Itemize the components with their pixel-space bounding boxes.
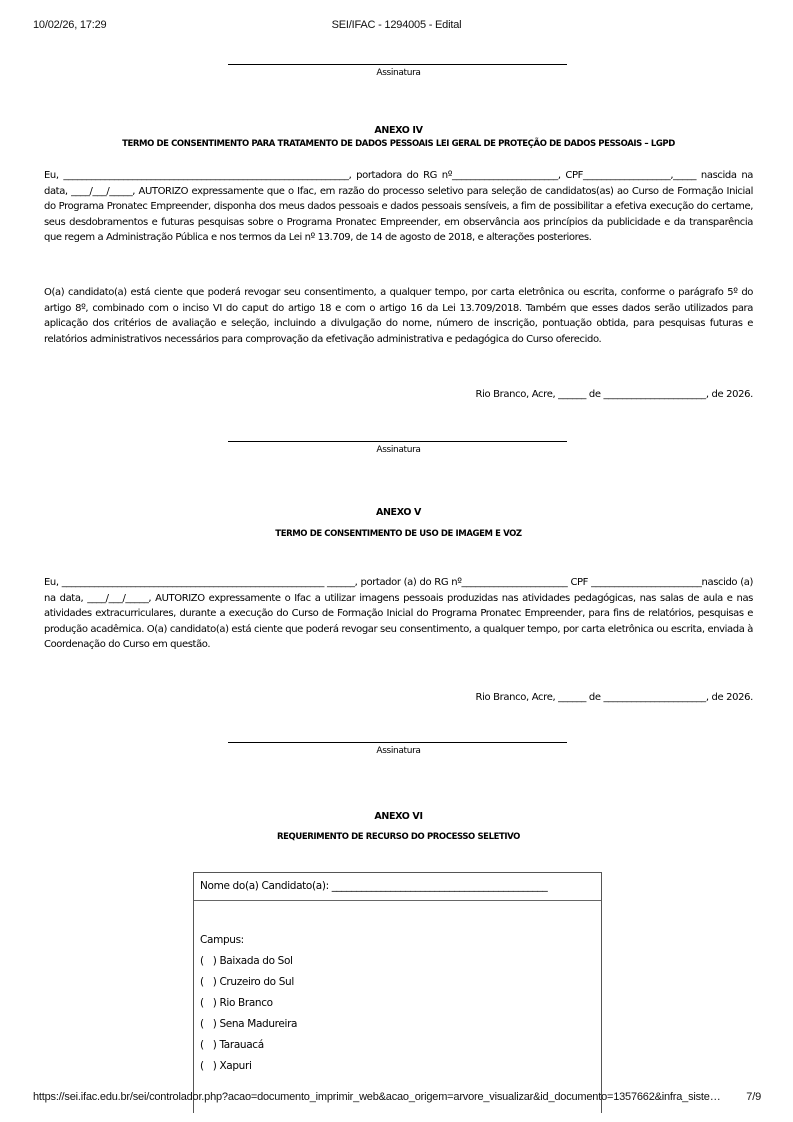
- campus-option-baixada-do-sol[interactable]: ( ) Baixada do Sol: [200, 955, 293, 967]
- page-number: 7/9: [746, 1091, 761, 1103]
- anexo-iv-date-line: Rio Branco, Acre, ______ de ______________________, de 2026.: [475, 389, 753, 400]
- campus-label: Campus:: [200, 934, 244, 946]
- anexo-iv-signature-line: [228, 441, 567, 442]
- anexo-v-signature-line: [228, 742, 567, 743]
- print-header: [0, 19, 793, 33]
- anexo-iv-paragraph-1: Eu, ______________________________________________________________, portadora do RG nº_______________________, CPF___________________,_____ nascida na data, ____/___/_____, AUTORIZO expressamente que o Ifac, em razão do processo seletivo para seleção de candidatos(as) ao Curso de Formação Inicial do Programa Pronatec Empreender, disponha dos meus dados pessoais e dados pessoais sensíveis, a fim de possibilitar a efetiva execução do certame, seus desdobramentos e futuras pesquisas sobre o Programa Pronatec Empreender, em observância aos princípios da publicidade e da transparência que regem a Administração Pública e nos termos da Lei nº 13.709, de 14 de agosto de 2018, e alterações posteriores.: [44, 170, 753, 244]
- campus-option-sena-madureira[interactable]: ( ) Sena Madureira: [200, 1018, 298, 1030]
- campus-option-tarauaca[interactable]: ( ) Tarauacá: [200, 1039, 264, 1051]
- campus-option-rio-branco[interactable]: ( ) Rio Branco: [200, 997, 273, 1009]
- print-title: SEI/IFAC - 1294005 - Edital: [331, 19, 462, 31]
- campus-option-xapuri[interactable]: ( ) Xapuri: [200, 1060, 252, 1072]
- signature-label-top: Assinatura: [376, 68, 421, 78]
- anexo-v-subheading: TERMO DE CONSENTIMENTO DE USO DE IMAGEM E VOZ: [275, 529, 522, 539]
- campus-option-cruzeiro-do-sul[interactable]: ( ) Cruzeiro do Sul: [200, 976, 294, 988]
- recurso-form-box: [193, 872, 602, 1113]
- print-footer: [0, 1091, 793, 1105]
- print-url: https://sei.ifac.edu.br/sei/controlador.php?acao=documento_imprimir_web&acao_origem=arvore_visualizar&id_documento=1357662&infra_siste…: [33, 1091, 721, 1103]
- anexo-iv-subheading: TERMO DE CONSENTIMENTO PARA TRATAMENTO DE DADOS PESSOAIS LEI GERAL DE PROTEÇÃO DE DADOS PESSOAIS – LGPD: [122, 139, 675, 149]
- print-datetime: 10/02/26, 17:29: [33, 19, 107, 31]
- candidate-name-field[interactable]: Nome do(a) Candidato(a): ____________________________________________: [194, 873, 601, 901]
- anexo-iv-signature-label: Assinatura: [376, 445, 421, 455]
- anexo-v-paragraph-1: Eu, _________________________________________________________ ______, portador (a) do RG nº_______________________ CPF ________________________nascido (a) na data, ____/___/_____, AUTORIZO expressamente o Ifac a utilizar imagens pessoais produzidas nas atividades pedagógicas, nas salas de aula e nas atividades extracurriculares, durante a execução do Curso de Formação Inicial do Programa Pronatec Empreender, para fins de relatórios, pesquisas e produção acadêmica. O(a) candidato(a) está ciente que poderá revogar seu consentimento, a qualquer tempo, por carta eletrônica ou escrita, enviada à Coordenação do Curso em questão.: [44, 577, 753, 651]
- signature-line-top: [228, 64, 567, 65]
- anexo-v-signature-label: Assinatura: [376, 746, 421, 756]
- anexo-iv-heading: ANEXO IV: [374, 125, 423, 136]
- anexo-v-date-line: Rio Branco, Acre, ______ de ______________________, de 2026.: [475, 692, 753, 703]
- anexo-v-heading: ANEXO V: [375, 507, 422, 518]
- campus-selection: [194, 901, 601, 1078]
- anexo-vi-heading: ANEXO VI: [374, 811, 423, 822]
- anexo-vi-subheading: REQUERIMENTO DE RECURSO DO PROCESSO SELETIVO: [276, 832, 521, 842]
- anexo-iv-paragraph-2: O(a) candidato(a) está ciente que poderá revogar seu consentimento, a qualquer tempo, por carta eletrônica ou escrita, conforme o parágrafo 5º do artigo 8º, combinado com o inciso VI do caput do artigo 18 e com o artigo 16 da Lei 13.709/2018. Também que esses dados serão utilizados para aplicação dos critérios de avaliação e seleção, incluindo a divulgação do nome, número de inscrição, pontuação obtida, para pesquisas futuras e relatórios administrativos necessários para comprovação da efetivação administrativa e pedagógica do Curso oferecido.: [44, 287, 753, 345]
